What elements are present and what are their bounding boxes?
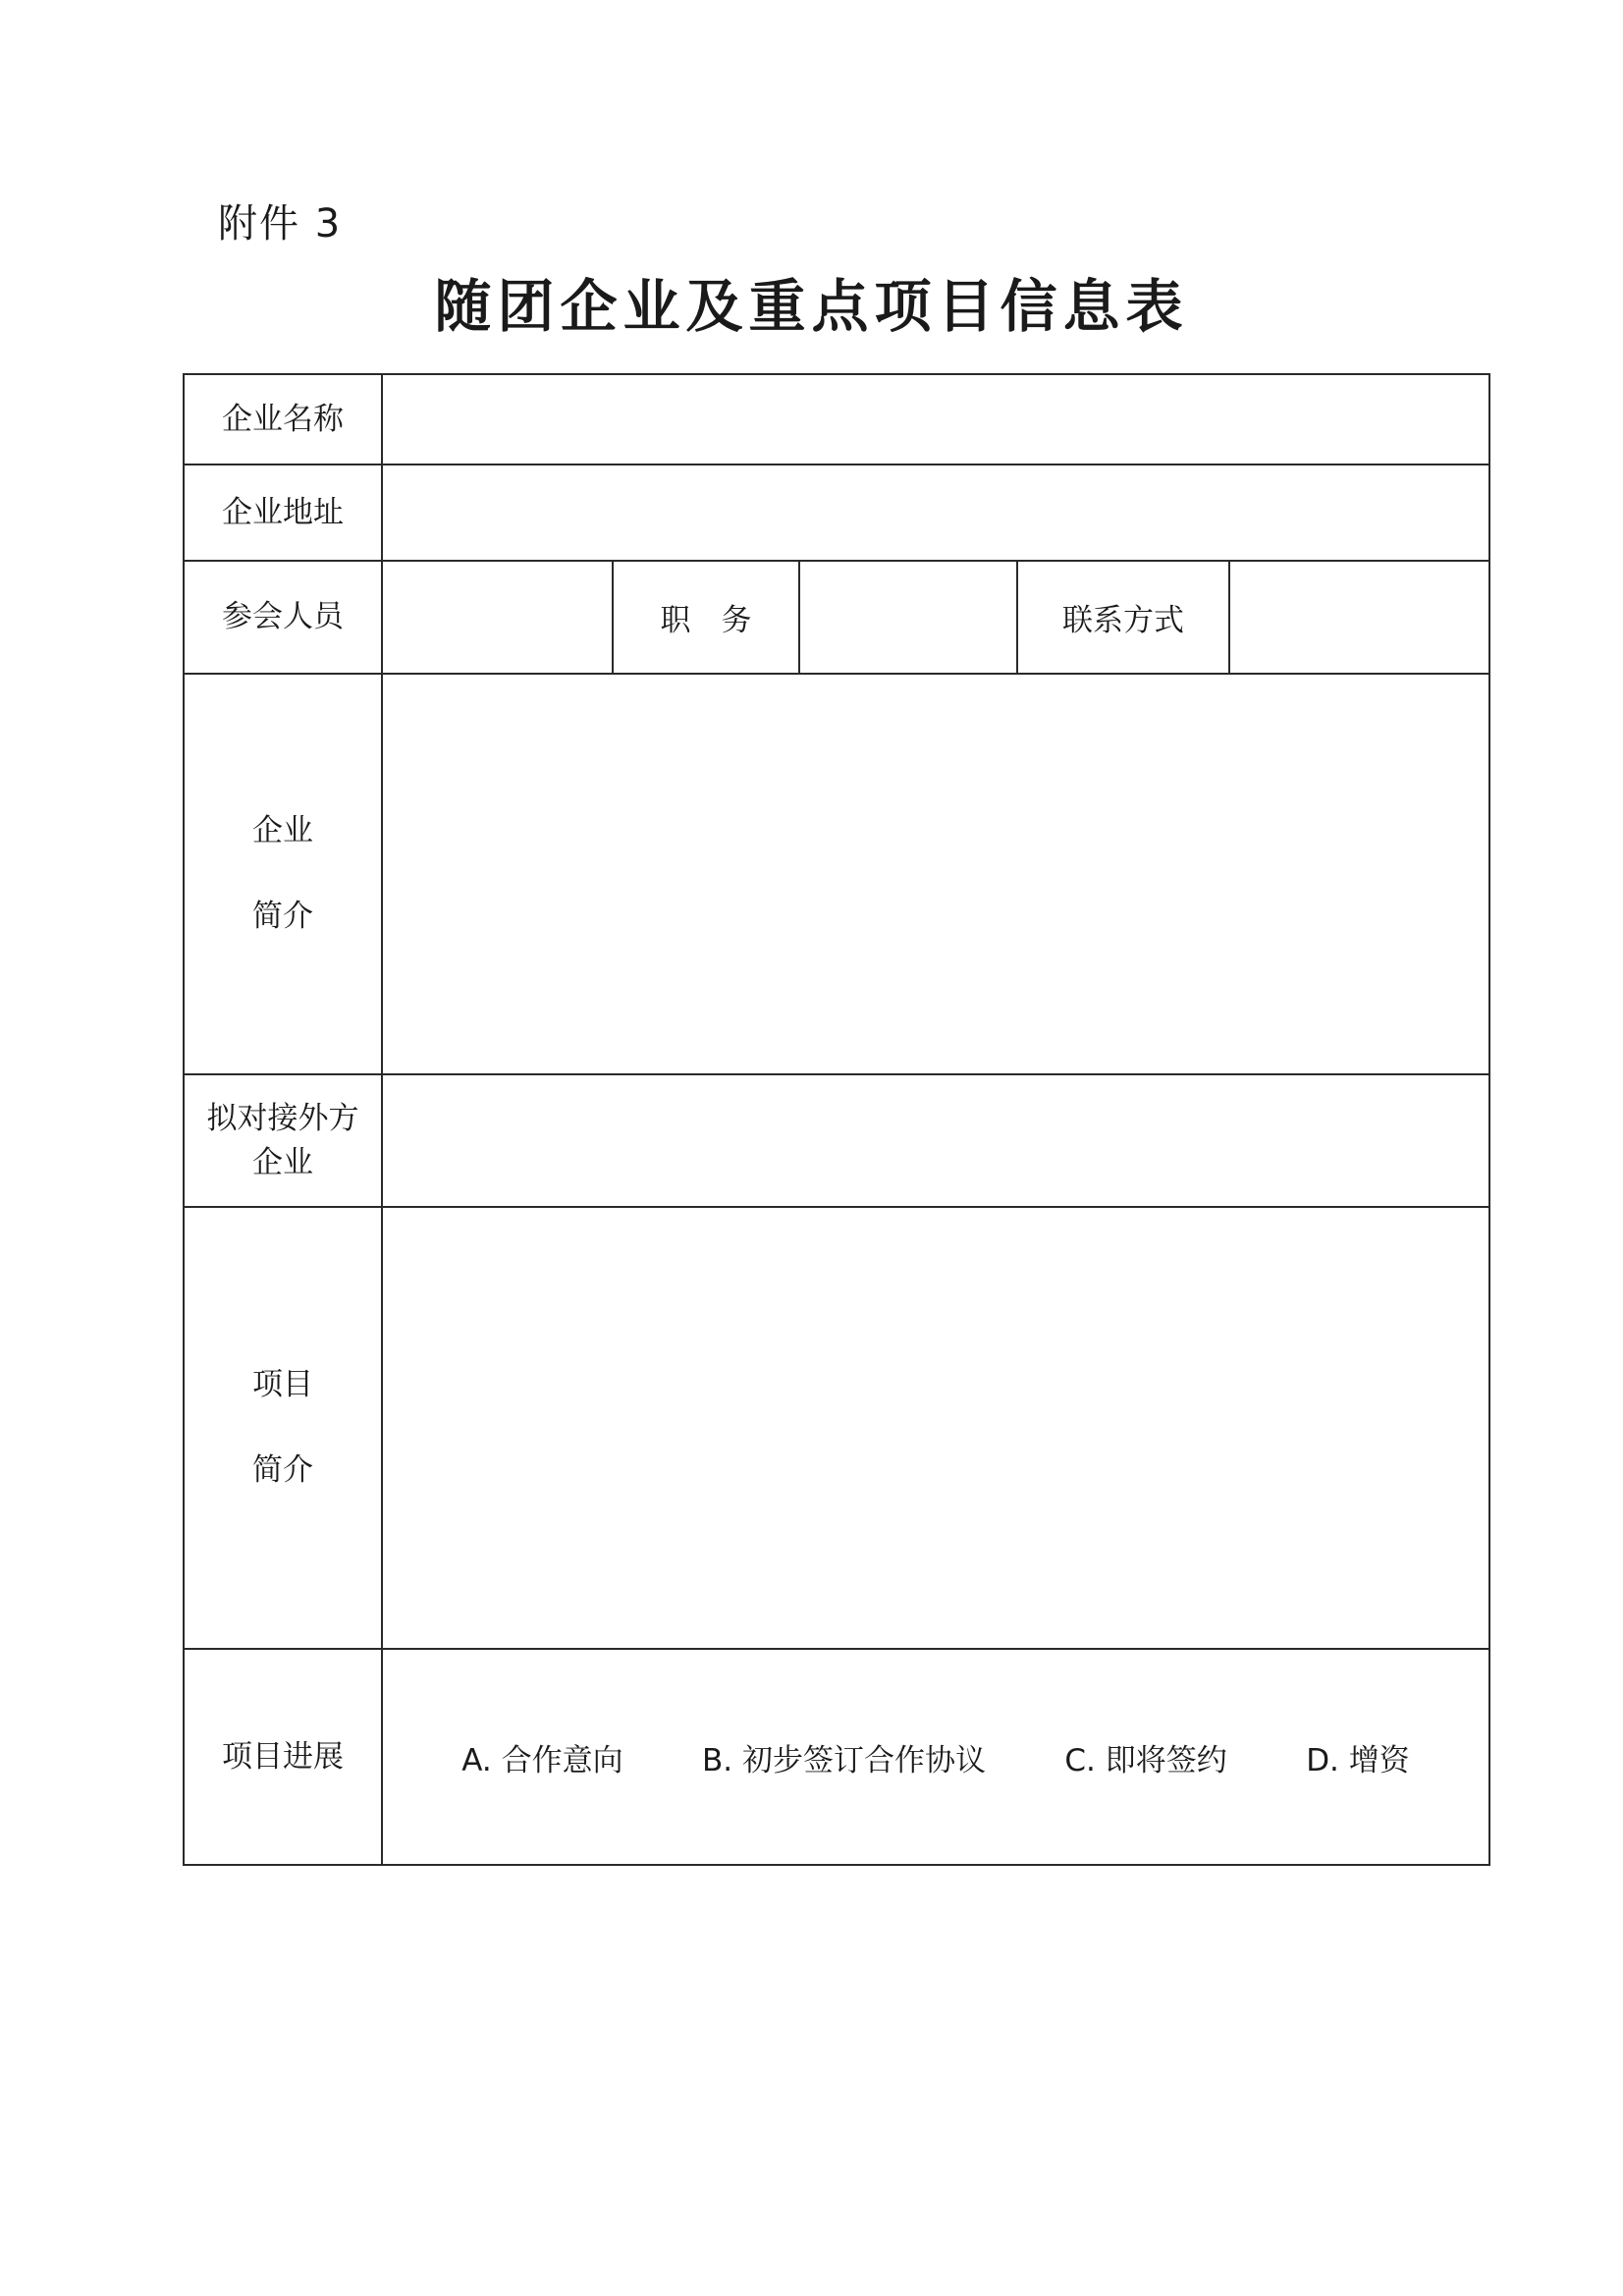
company-name-field[interactable] xyxy=(382,374,1489,465)
row-attendee xyxy=(184,561,1489,674)
project-intro-field[interactable] xyxy=(382,1207,1489,1649)
target-partner-label-line2: 企业 xyxy=(252,1144,313,1180)
attendee-label: 参会人员 xyxy=(184,561,382,674)
company-address-label: 企业地址 xyxy=(184,465,382,561)
company-intro-label xyxy=(184,674,382,1074)
row-project-intro xyxy=(184,1207,1489,1649)
row-company-address xyxy=(184,465,1489,561)
page-title: 随团企业及重点项目信息表 xyxy=(434,273,1189,340)
company-name-label: 企业名称 xyxy=(184,374,382,465)
progress-option-c[interactable]: C. 即将签约 xyxy=(1064,1742,1227,1778)
company-address-field[interactable] xyxy=(382,465,1489,561)
position-label: 职 务 xyxy=(613,561,799,674)
contact-label: 联系方式 xyxy=(1017,561,1229,674)
row-company-intro xyxy=(184,674,1489,1074)
project-intro-label-line1: 项目 xyxy=(252,1367,313,1403)
project-intro-label xyxy=(184,1207,382,1649)
progress-option-a[interactable]: A. 合作意向 xyxy=(461,1742,623,1778)
attachment-label: 附件 3 xyxy=(218,201,343,246)
company-intro-field[interactable] xyxy=(382,674,1489,1074)
info-form-table xyxy=(183,373,1490,1866)
contact-field[interactable] xyxy=(1229,561,1489,674)
row-project-progress xyxy=(184,1649,1489,1865)
progress-option-d[interactable]: D. 增资 xyxy=(1306,1742,1410,1778)
progress-option-b[interactable]: B. 初步签订合作协议 xyxy=(702,1742,986,1778)
attendee-field[interactable] xyxy=(382,561,613,674)
project-intro-label-line2: 简介 xyxy=(252,1452,313,1488)
target-partner-label-line1: 拟对接外方 xyxy=(206,1100,359,1136)
company-intro-label-line2: 简介 xyxy=(252,899,313,934)
company-intro-label-line1: 企业 xyxy=(252,813,313,849)
position-field[interactable] xyxy=(799,561,1017,674)
target-partner-field[interactable] xyxy=(382,1074,1489,1207)
target-partner-label xyxy=(184,1074,382,1207)
project-progress-label: 项目进展 xyxy=(184,1649,382,1865)
row-company-name xyxy=(184,374,1489,465)
project-progress-options xyxy=(382,1649,1489,1865)
row-target-partner xyxy=(184,1074,1489,1207)
